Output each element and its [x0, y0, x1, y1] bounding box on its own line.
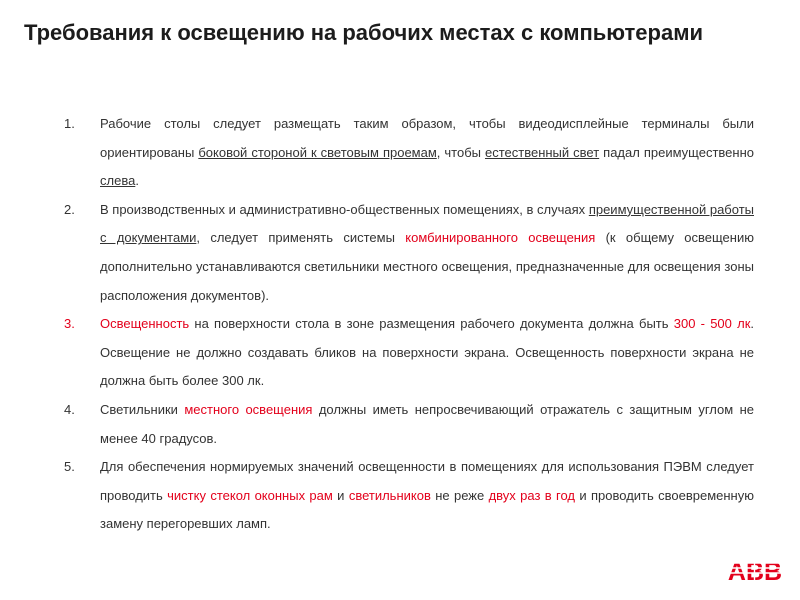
item-text: Для обеспечения нормируемых значений освещенности в помещениях для использования ПЭВМ следует проводить	[100, 459, 754, 503]
item-text: и	[332, 487, 349, 503]
abb-logo-text: ABB	[727, 558, 783, 584]
underlined-phrase: слева	[100, 173, 136, 189]
item-text: (к общему освещению дополнительно устанавливаются светильники местного освещения, предназначенные для освещения зоны расположения документов).	[100, 230, 754, 303]
slide-title: Требования к освещению на рабочих местах с компьютерами	[24, 20, 704, 45]
item-number: 5.	[64, 459, 75, 475]
highlighted-phrase: комбинированного освещения	[405, 230, 596, 246]
item-number: 4.	[64, 401, 75, 417]
list-item	[64, 196, 754, 310]
item-text: должны иметь непросвечивающий отражатель с защитным углом не менее 40 градусов.	[100, 401, 754, 446]
item-text: на поверхности стола в зоне размещения рабочего документа должна быть	[189, 316, 674, 332]
item-number: 2.	[64, 201, 75, 217]
item-text: Рабочие столы следует размещать таким образом, чтобы видеодисплейные терминалы были ориентированы	[100, 116, 754, 160]
requirements-list	[64, 110, 754, 539]
item-text: . Освещение не должно создавать бликов на поверхности экрана. Освещенность поверхности экрана не должна быть более 300 лк.	[100, 316, 755, 389]
item-text: , чтобы	[436, 144, 485, 160]
highlighted-phrase: чистку стекол оконных рам	[167, 487, 333, 503]
abb-logo	[726, 556, 784, 584]
underlined-phrase: боковой стороной к световым проемам	[198, 144, 437, 160]
item-text: Светильники	[100, 401, 185, 417]
underlined-phrase: естественный свет	[484, 144, 600, 160]
underlined-phrase: преимущественной работы с документами	[100, 201, 754, 246]
highlighted-phrase: Освещенность	[100, 316, 190, 332]
highlighted-phrase: двух раз в год	[488, 487, 576, 503]
item-text: .	[135, 173, 139, 189]
list-item	[64, 110, 754, 196]
highlighted-phrase: 300 - 500 лк	[673, 316, 751, 332]
item-number: 1.	[64, 116, 75, 131]
item-text: , следует применять системы	[196, 230, 406, 246]
item-text: и проводить своевременную замену перегоревших ламп.	[100, 487, 754, 532]
highlighted-phrase: светильников	[348, 487, 431, 503]
list-item	[64, 396, 754, 453]
item-number: 3.	[64, 316, 75, 332]
item-text: В производственных и административно-общественных помещениях, в случаях	[100, 201, 589, 217]
list-item	[64, 453, 754, 539]
item-text: не реже	[430, 487, 489, 503]
list-item	[64, 310, 754, 396]
item-text: падал преимущественно	[599, 144, 754, 160]
highlighted-phrase: местного освещения	[184, 401, 313, 417]
